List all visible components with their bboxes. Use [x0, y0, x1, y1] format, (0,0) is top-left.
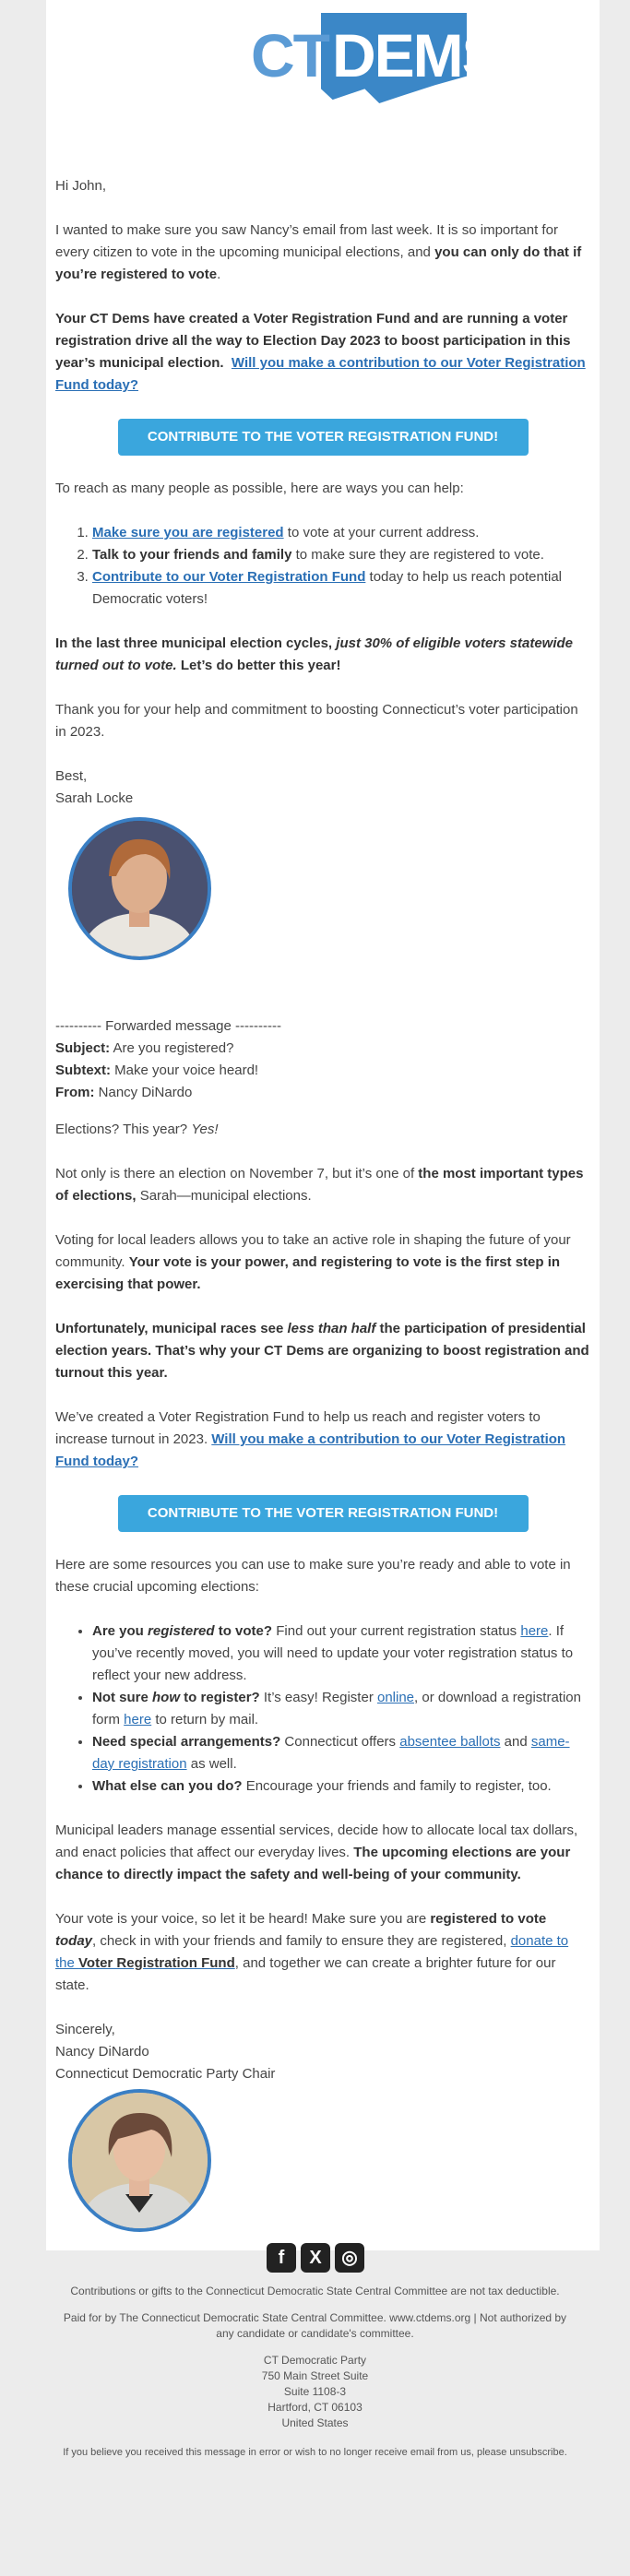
signature-2	[55, 2019, 590, 2085]
tax-notice: Contributions or gifts to the Connecticut Democratic State Central Committee are not tax deductible.	[70, 2285, 560, 2297]
footer	[0, 2284, 630, 2460]
donate-link-text: donate to the	[55, 1933, 569, 1971]
forward-header	[55, 1015, 590, 1104]
res-emphasis: registered	[148, 1623, 215, 1639]
elections-text: Elections? This year?	[55, 1122, 192, 1137]
intro-text: I wanted to make sure you saw Nancy’s email from last week. It is so important for every citizen to vote in the upcoming municipal elections, and	[55, 222, 558, 260]
subtext-label: Subtext:	[55, 1062, 111, 1078]
res-bold: to vote?	[214, 1623, 273, 1639]
res-text: , or download a registration form	[92, 1690, 581, 1727]
unfortunately-paragraph	[55, 1318, 590, 1384]
list-item	[92, 522, 590, 544]
thanks-paragraph: Thank you for your help and commitment to boosting Connecticut’s voter participation in 2023.	[55, 702, 578, 740]
voting-paragraph	[55, 1229, 590, 1296]
registration-status-link[interactable]: here	[520, 1623, 549, 1639]
intro-paragraph	[55, 220, 590, 286]
avatar	[68, 817, 211, 960]
voice-bold: registered to vote	[430, 1911, 547, 1927]
resources-list	[55, 1620, 590, 1798]
leaders-paragraph	[55, 1820, 590, 1886]
org-name: CT Democratic Party	[263, 2354, 367, 2367]
cycles-text: In the last three municipal election cycles,	[55, 635, 337, 651]
leaders-bold: The upcoming elections are your chance to directly impact the safety and well-being of your community.	[55, 1845, 571, 1882]
list-item	[92, 1775, 590, 1798]
email-body	[55, 175, 590, 2232]
list-item-text: to make sure they are registered to vote.	[291, 547, 544, 563]
res-text: as well.	[186, 1756, 237, 1772]
list-item	[92, 544, 590, 566]
email-card	[46, 0, 600, 2250]
res-text: Encourage your friends and family to register, too.	[242, 1778, 552, 1794]
unfortunately-end: the participation of presidential election years. That’s why your CT Dems are organizing to boost registration and turnout this year.	[55, 1321, 589, 1381]
cycles-paragraph	[55, 633, 590, 677]
x-twitter-icon[interactable]: X	[301, 2243, 330, 2273]
unfortunately-emphasis: less than half	[287, 1321, 376, 1336]
voice-paragraph	[55, 1908, 590, 1997]
list-item-text: to vote at your current address.	[283, 525, 480, 540]
donate-link-bold: Voter Registration Fund	[78, 1955, 235, 1971]
res-bold: What else can you do?	[92, 1778, 243, 1794]
res-bold: Not sure	[92, 1690, 153, 1705]
registration-form-link[interactable]: here	[124, 1712, 152, 1727]
same-day-registration-link[interactable]: same-day registration	[92, 1734, 570, 1772]
res-text: Find out your current registration status	[272, 1623, 521, 1639]
forward-divider-text: ---------- Forwarded message ----------	[55, 1018, 281, 1034]
elections-paragraph	[55, 1119, 590, 1141]
created-text: We’ve created a Voter Registration Fund to help us reach and register voters to increase turnout in 2023.	[55, 1409, 541, 1447]
logo-ct-text: CT	[251, 21, 328, 89]
list-item-text: today to help us reach potential Democratic voters!	[92, 569, 563, 607]
contribute-button-2[interactable]: CONTRIBUTE TO THE VOTER REGISTRATION FUND!	[118, 1495, 529, 1532]
res-text: and	[500, 1734, 531, 1750]
res-text: Connecticut offers	[280, 1734, 400, 1750]
paid-for-notice: Paid for by The Connecticut Democratic State Central Committee. www.ctdems.org | Not authorized by any candidate or candidate's committee.	[63, 2311, 567, 2340]
voting-bold: Your vote is your power, and registering to vote is the first step in exercising that power.	[55, 1254, 561, 1292]
not-only-bold: the most important types of elections,	[55, 1166, 584, 1204]
avatar	[68, 2089, 211, 2232]
res-text: to return by mail.	[151, 1712, 259, 1727]
res-text: . If you’ve recently moved, you will need to update your voter registration status to reflect your new address.	[92, 1623, 574, 1683]
cycles-emphasis: just 30% of eligible voters statewide turned out to vote.	[55, 635, 574, 673]
signer-name: Nancy DiNardo	[55, 2044, 149, 2060]
address-line-1: 750 Main Street Suite	[261, 2369, 369, 2382]
contribution-link-2[interactable]: Will you make a contribution to our Voter Registration Fund today?	[55, 1431, 566, 1469]
subject-value: Are you registered?	[110, 1040, 234, 1056]
not-only-end: Sarah—municipal elections.	[136, 1188, 312, 1204]
spacer	[55, 1104, 590, 1119]
unfortunately-text: Unfortunately, municipal races see	[55, 1321, 288, 1336]
fund-paragraph	[55, 308, 590, 397]
resources-intro: Here are some resources you can use to make sure you’re ready and able to vote in these crucial upcoming elections:	[55, 1557, 571, 1595]
fund-bold: Your CT Dems have created a Voter Registration Fund and are running a voter registration drive all the way to Election Day 2023 to boost participation in this year’s municipal election.	[55, 311, 571, 371]
contribution-link[interactable]: Will you make a contribution to our Voter Registration Fund today?	[55, 355, 586, 393]
help-intro: To reach as many people as possible, here are ways you can help:	[55, 481, 464, 496]
portrait-nancy-icon	[72, 2093, 208, 2228]
contribute-button[interactable]: CONTRIBUTE TO THE VOTER REGISTRATION FUND!	[118, 419, 529, 456]
voice-emphasis: today	[55, 1933, 93, 1949]
voice-mid: , check in with your friends and family to ensure they are registered,	[92, 1933, 511, 1949]
portrait-sarah-icon	[72, 821, 208, 956]
social-links	[267, 2243, 364, 2276]
voting-text: Voting for local leaders allows you to take an active role in shaping the future of your community.	[55, 1232, 571, 1270]
list-item-bold: Talk to your friends and family	[92, 547, 292, 563]
signer-name: Sarah Locke	[55, 790, 134, 806]
res-text: It’s easy! Register	[259, 1690, 377, 1705]
address-country: United States	[281, 2416, 349, 2429]
help-list	[55, 522, 590, 611]
instagram-icon[interactable]: ◎	[335, 2243, 364, 2273]
register-online-link[interactable]: online	[376, 1690, 415, 1705]
register-check-link[interactable]: Make sure you are registered	[92, 525, 284, 540]
subject-label: Subject:	[55, 1040, 111, 1056]
res-bold: Are you	[92, 1623, 149, 1639]
address-city: Hartford, CT 06103	[267, 2401, 363, 2414]
leaders-text: Municipal leaders manage essential services, decide how to allocate local tax dollars, and enact policies that affect our everyday lives.	[55, 1822, 578, 1860]
signature-1	[55, 766, 590, 810]
res-emphasis: how	[152, 1690, 181, 1705]
intro-bold: you can only do that if you’re registered to vote	[55, 244, 582, 282]
closing-text: Best,	[55, 768, 88, 784]
address-line-2: Suite 1108-3	[283, 2385, 347, 2398]
absentee-ballots-link[interactable]: absentee ballots	[399, 1734, 501, 1750]
intro-end: .	[217, 267, 221, 282]
subtext-value: Make your voice heard!	[111, 1062, 259, 1078]
signer-title: Connecticut Democratic Party Chair	[55, 2066, 276, 2082]
not-only-paragraph	[55, 1163, 590, 1207]
res-bold: Need special arrangements?	[92, 1734, 281, 1750]
list-item	[92, 1687, 590, 1731]
list-item	[92, 566, 590, 611]
created-paragraph	[55, 1407, 590, 1473]
cycles-end: Let’s do better this year!	[176, 658, 341, 673]
not-only-text: Not only is there an election on November 7, but it’s one of	[55, 1166, 419, 1181]
from-value: Nancy DiNardo	[94, 1085, 193, 1100]
logo-dems-text: DEMS	[332, 21, 501, 89]
spacer	[55, 960, 590, 1015]
list-item	[92, 1620, 590, 1687]
greeting: Hi John,	[55, 178, 107, 194]
unsubscribe-notice[interactable]: If you believe you received this message in error or wish to no longer receive email from us, please unsubscribe.	[63, 2447, 567, 2458]
facebook-icon[interactable]: f	[267, 2243, 296, 2273]
from-label: From:	[55, 1085, 95, 1100]
res-bold: to register?	[180, 1690, 260, 1705]
voice-text: Your vote is your voice, so let it be heard! Make sure you are	[55, 1911, 431, 1927]
closing-text: Sincerely,	[55, 2022, 115, 2037]
ct-dems-logo[interactable]	[203, 11, 501, 113]
list-item	[92, 1731, 590, 1775]
voice-end: , and together we can create a brighter future for our state.	[55, 1955, 556, 1993]
elections-emphasis: Yes!	[191, 1122, 219, 1137]
contribute-fund-link[interactable]: Contribute to our Voter Registration Fund	[92, 569, 366, 585]
